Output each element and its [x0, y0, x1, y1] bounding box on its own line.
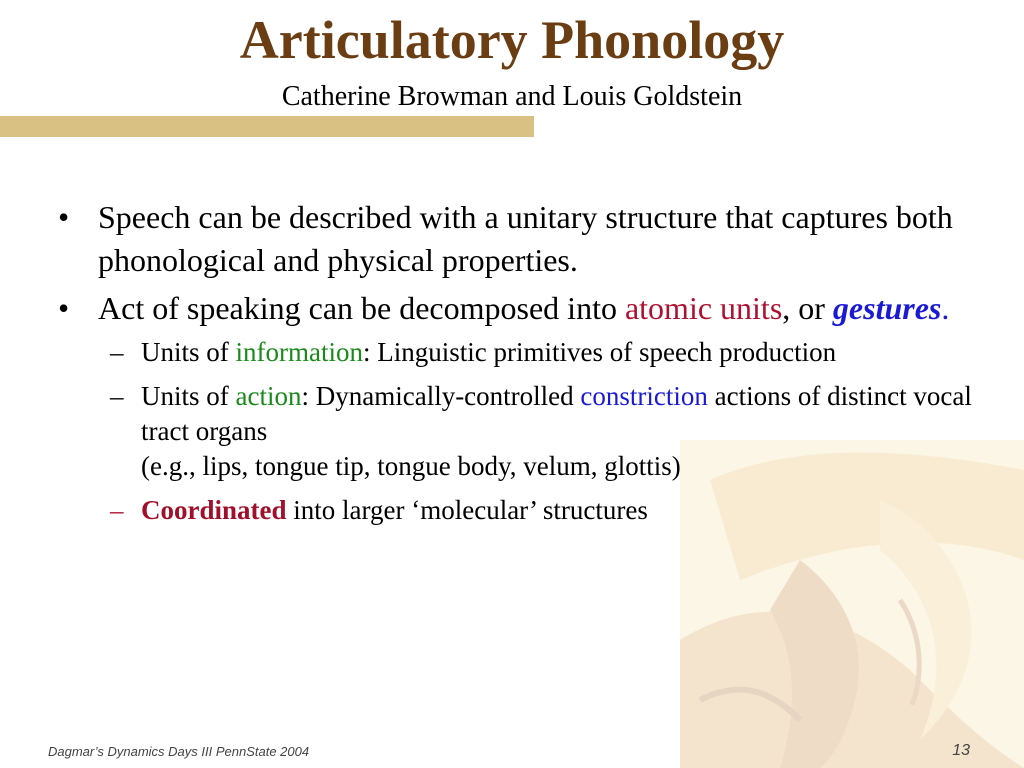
dash-marker: –: [110, 337, 124, 367]
bullet-text-post: .: [941, 290, 950, 326]
subbullet-text-post: : Linguistic primitives of speech production: [362, 337, 837, 367]
highlight-information: information: [235, 337, 363, 367]
dash-marker: –: [110, 381, 124, 411]
bullet-item-2: [58, 287, 978, 330]
bullet-text-mid: , or: [782, 290, 833, 326]
subbullet-item-1: [98, 335, 978, 370]
subbullet-text-pre: Units of: [141, 381, 236, 411]
subbullet-item-3: [98, 493, 978, 528]
subbullet-text-pre: Units of: [141, 337, 236, 367]
highlight-gestures: gestures: [832, 290, 942, 326]
highlight-coordinated: Coordinated: [141, 495, 287, 525]
slide-title: Articulatory Phonology: [239, 10, 785, 70]
subbullet-text-post: actions of distinct vocal tract organs: [141, 381, 972, 446]
highlight-constriction: constriction: [580, 381, 708, 411]
subbullet-example-line: (e.g., lips, tongue tip, tongue body, velum, glottis): [141, 451, 681, 481]
subbullet-text-post: into larger ‘molecular’ structures: [286, 495, 648, 525]
bullet-marker: •: [58, 290, 70, 326]
footer-text: Dagmar’s Dynamics Days III PennState 2004: [48, 744, 310, 759]
subbullet-text-mid: : Dynamically-controlled: [301, 381, 581, 411]
bullet-item-1: [58, 196, 978, 282]
dash-marker: –: [110, 495, 124, 525]
bullet-marker: •: [58, 199, 70, 235]
page-number: 13: [952, 742, 970, 759]
highlight-atomic-units: atomic units: [624, 290, 783, 326]
subbullet-item-2: [98, 379, 978, 484]
highlight-action: action: [235, 381, 302, 411]
title-rule-bar: [0, 116, 534, 137]
bullet-text: Speech can be described with a unitary structure that captures both phonological and physical properties.: [98, 199, 953, 278]
bullet-list: [58, 196, 978, 537]
slide-subtitle: Catherine Browman and Louis Goldstein: [281, 81, 743, 112]
bullet-text-pre: Act of speaking can be decomposed into: [98, 290, 625, 326]
